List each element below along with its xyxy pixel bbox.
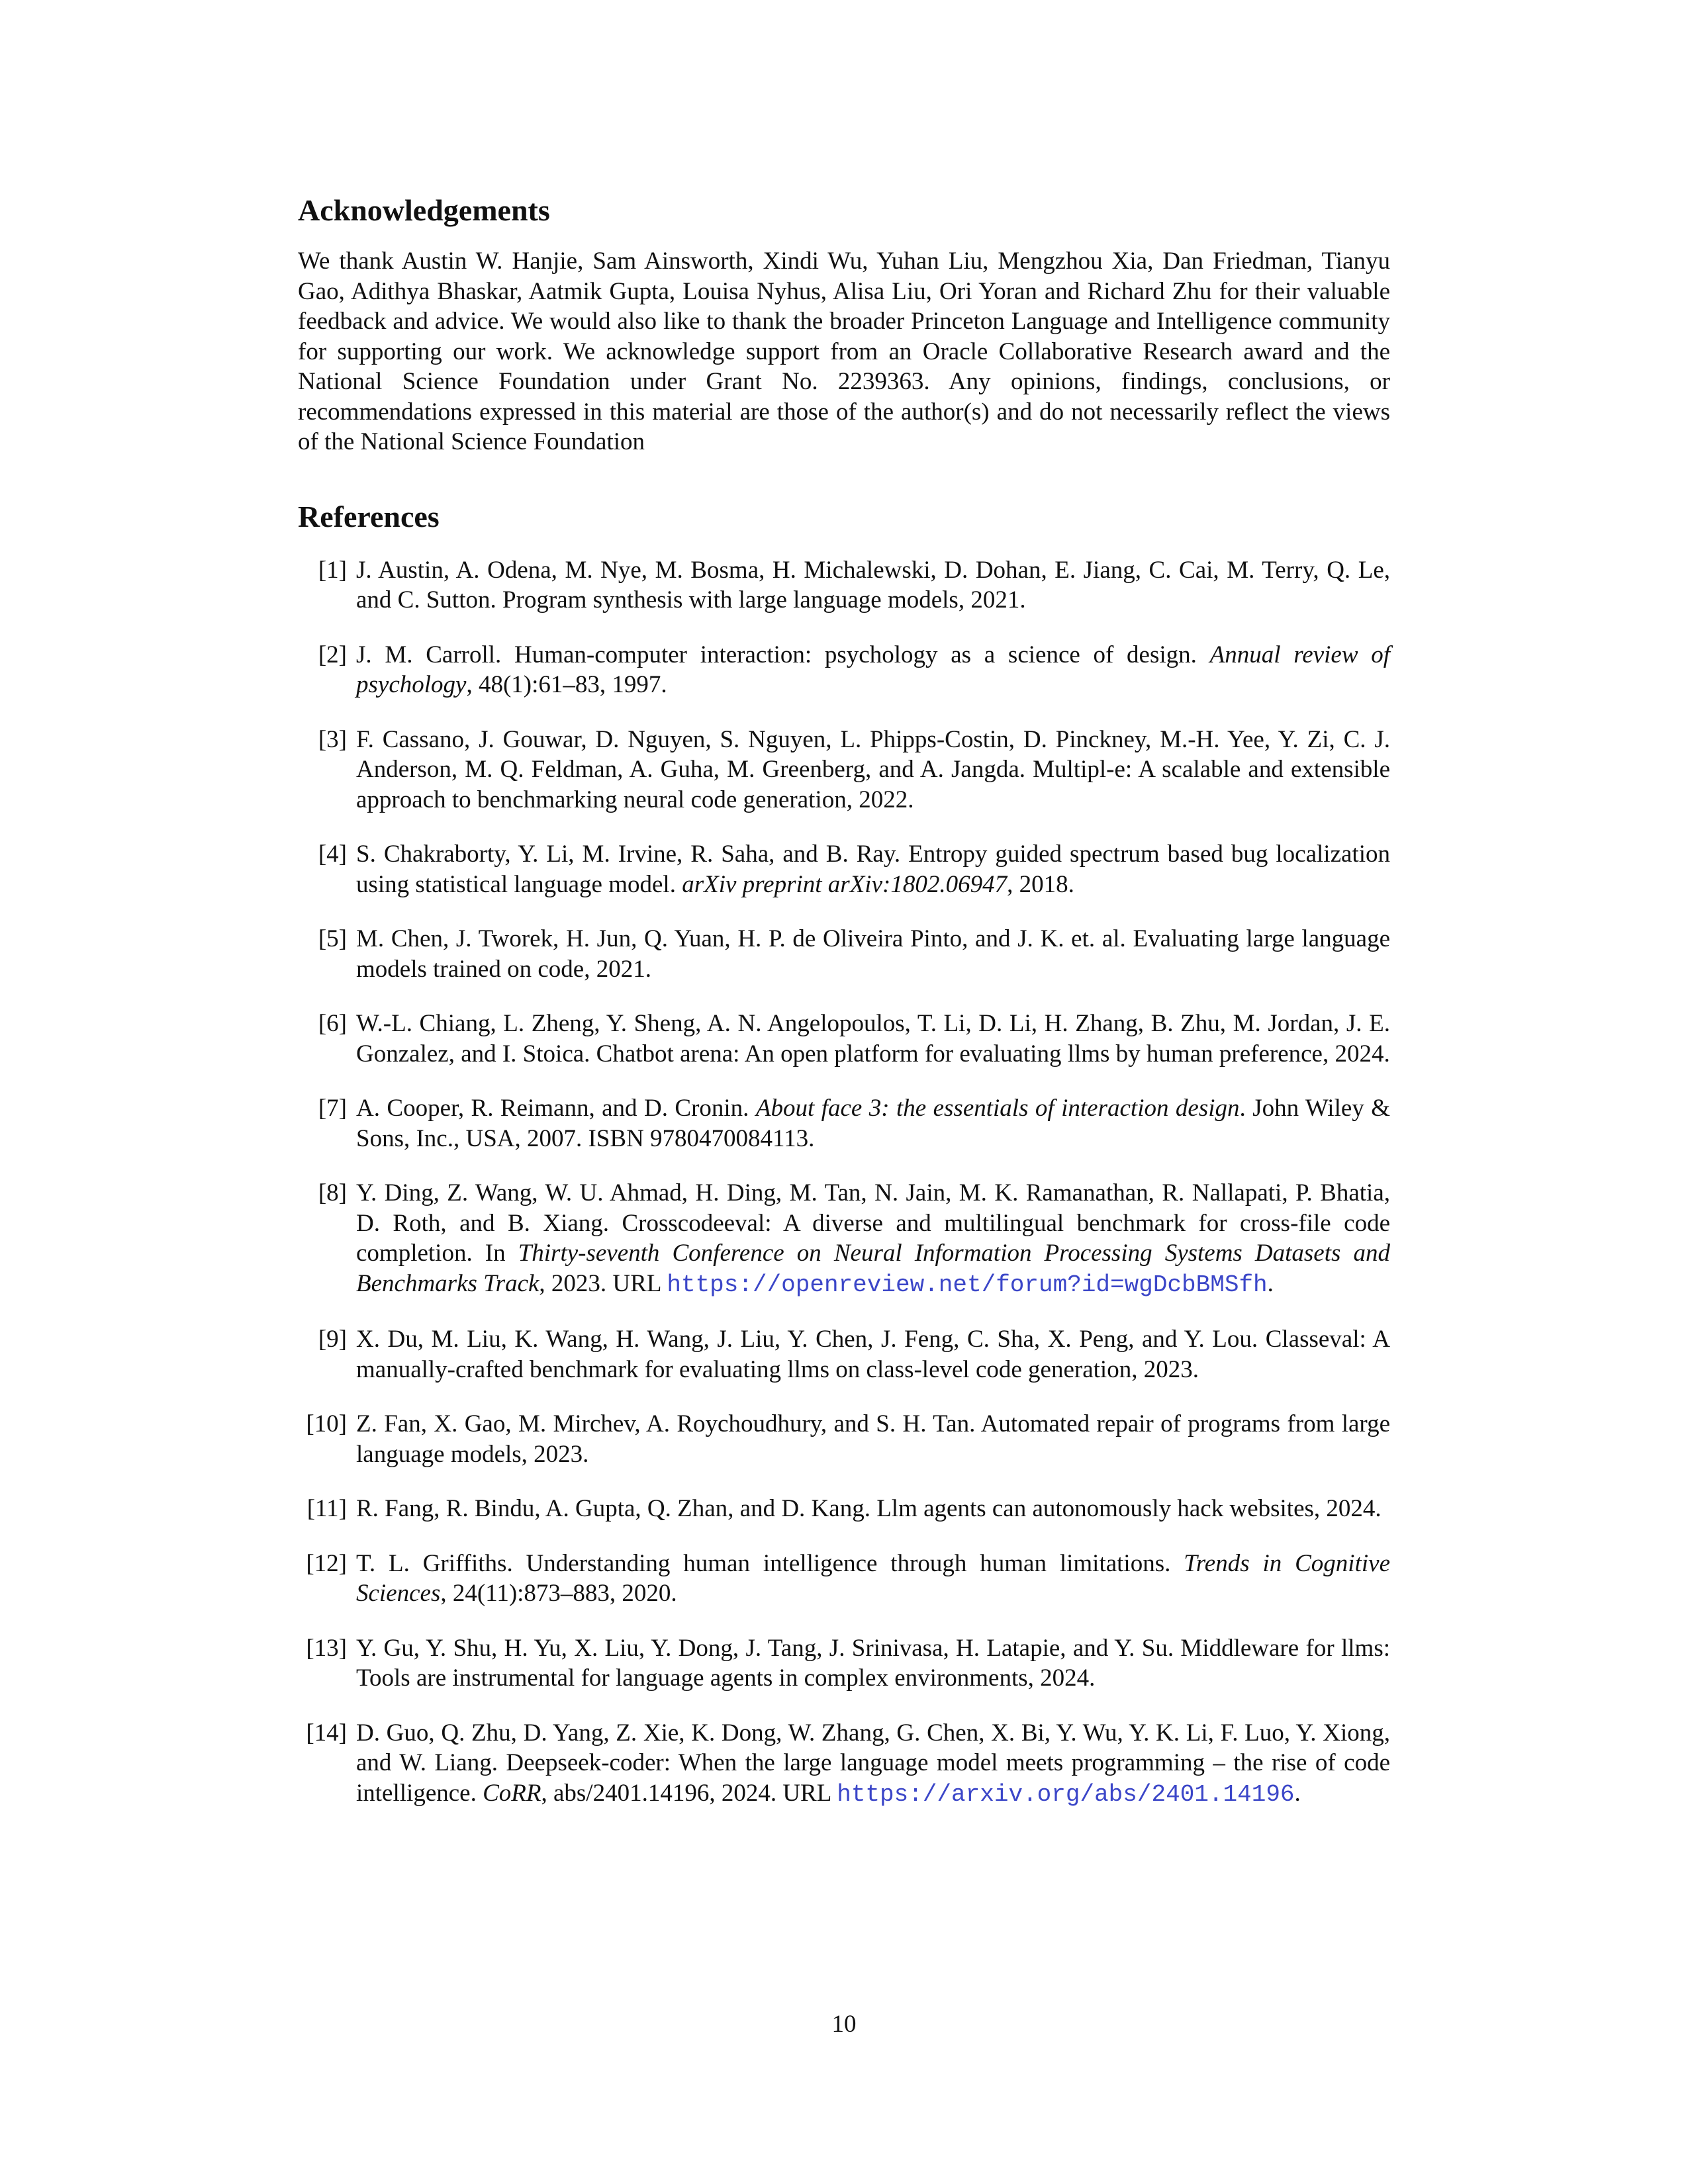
reference-5 [298,924,1390,984]
reference-11 [298,1494,1390,1524]
reference-2 [298,640,1390,700]
reference-text: T. L. Griffiths. Understanding human intelligence through human limitations. [356,1549,1184,1577]
reference-6 [298,1009,1390,1069]
reference-details: , 2023. URL [539,1269,667,1297]
reference-4 [298,839,1390,899]
reference-number: [4] [318,841,347,868]
reference-number: [3] [318,725,347,753]
reference-10 [298,1409,1390,1469]
reference-text: W.-L. Chiang, L. Zheng, Y. Sheng, A. N. Angelopoulos, T. Li, D. Li, H. Zhang, B. Zhu, M. Jordan, J. E. Gonzalez, and I. Stoica. Chatbot arena: An open platform for evaluating llms by human preference, 2024. [356,1010,1390,1068]
reference-14 [298,1718,1390,1810]
reference-number: [2] [318,641,347,668]
reference-9 [298,1324,1390,1385]
reference-details: , 24(11):873–883, 2020. [440,1580,677,1607]
reference-number: [5] [318,925,347,952]
reference-1 [298,555,1390,615]
reference-url-link[interactable]: https://arxiv.org/abs/2401.14196 [837,1780,1295,1808]
reference-venue: Thirty-seventh Conference on Neural Information Processing Systems Datasets and Benchmarks Track [356,1240,1390,1297]
reference-number: [6] [318,1010,347,1037]
reference-3 [298,725,1390,815]
reference-url-link[interactable]: https://openreview.net/forum?id=wgDcbBMSfh [667,1271,1268,1298]
reference-venue: Annual review of psychology [356,641,1390,698]
reference-venue: CoRR [483,1779,541,1807]
reference-details: . John Wiley & Sons, Inc., USA, 2007. ISBN 9780470084113. [356,1095,1391,1152]
reference-12 [298,1549,1390,1609]
reference-number: [9] [318,1326,347,1353]
reference-text: Y. Ding, Z. Wang, W. U. Ahmad, H. Ding, M. Tan, N. Jain, M. K. Ramanathan, R. Nallapati, P. Bhatia, D. Roth, and B. Xiang. Crosscodeeval: A diverse and multilingual benchmark for cross-file code completion. In [356,1179,1390,1267]
reference-text: D. Guo, Q. Zhu, D. Yang, Z. Xie, K. Dong, W. Zhang, G. Chen, X. Bi, Y. Wu, Y. K. Li, F. Luo, Y. Xiong, and W. Liang. Deepseek-coder: When the large language model meets programming – the rise of code intelligence. [356,1719,1390,1807]
reference-venue: About face 3: the essentials of interaction design [755,1095,1240,1122]
reference-number: [8] [318,1179,347,1206]
reference-list [298,555,1390,1810]
reference-number: [11] [306,1495,347,1522]
paper-page [298,192,1390,1834]
reference-venue: arXiv preprint arXiv:1802.06947 [682,870,1008,898]
reference-number: [12] [306,1549,347,1577]
reference-details: , 2018. [1007,870,1074,898]
acknowledgements-heading: Acknowledgements [298,193,550,227]
references-heading: References [298,499,440,533]
reference-13 [298,1633,1390,1694]
reference-number: [10] [306,1410,347,1437]
reference-tail: . [1267,1269,1274,1297]
reference-text: Z. Fan, X. Gao, M. Mirchev, A. Roychoudhury, and S. H. Tan. Automated repair of programs from large language models, 2023. [356,1410,1390,1468]
reference-text: X. Du, M. Liu, K. Wang, H. Wang, J. Liu, Y. Chen, J. Feng, C. Sha, X. Peng, and Y. Lou. Classeval: A manually-crafted benchmark for evaluating llms on class-level code generation, 2023. [356,1326,1390,1383]
reference-8 [298,1178,1390,1300]
reference-number: [14] [306,1719,347,1747]
reference-text: S. Chakraborty, Y. Li, M. Irvine, R. Saha, and B. Ray. Entropy guided spectrum based bug localization using statistical language model. [356,841,1390,898]
reference-text: J. Austin, A. Odena, M. Nye, M. Bosma, H. Michalewski, D. Dohan, E. Jiang, C. Cai, M. Terry, Q. Le, and C. Sutton. Program synthesis with large language models, 2021. [356,556,1390,614]
reference-text: A. Cooper, R. Reimann, and D. Cronin. [356,1095,756,1122]
reference-text: J. M. Carroll. Human-computer interaction: psychology as a science of design. [356,641,1210,668]
reference-text: F. Cassano, J. Gouwar, D. Nguyen, S. Nguyen, L. Phipps-Costin, D. Pinckney, M.-H. Yee, Y. Zi, C. J. Anderson, M. Q. Feldman, A. Guha, M. Greenberg, and A. Jangda. Multipl-e: A scalable and extensible approach to benchmarking neural code generation, 2022. [356,725,1390,813]
reference-7 [298,1093,1390,1154]
acknowledgements-body: We thank Austin W. Hanjie, Sam Ainsworth, Xindi Wu, Yuhan Liu, Mengzhou Xia, Dan Friedman, Tianyu Gao, Adithya Bhaskar, Aatmik Gupta, Louisa Nyhus, Alisa Liu, Ori Yoran and Richard Zhu for their valuable feedback and advice. We would also like to thank the broader Princeton Language and Intelligence community for supporting our work. We acknowledge support from an Oracle Collaborative Research award and the National Science Foundation under Grant No. 2239363. Any opinions, findings, conclusions, or recommendations expressed in this material are those of the author(s) and do not necessarily reflect the views of the National Science Foundation [298,248,1390,455]
reference-number: [1] [318,556,347,584]
reference-tail: . [1294,1779,1301,1807]
page-number: 10 [831,2011,857,2038]
reference-number: [13] [306,1634,347,1662]
reference-text: M. Chen, J. Tworek, H. Jun, Q. Yuan, H. P. de Oliveira Pinto, and J. K. et. al. Evaluating large language models trained on code, 2021. [356,925,1390,983]
reference-text: R. Fang, R. Bindu, A. Gupta, Q. Zhan, and D. Kang. Llm agents can autonomously hack websites, 2024. [356,1495,1382,1522]
reference-text: Y. Gu, Y. Shu, H. Yu, X. Liu, Y. Dong, J. Tang, J. Srinivasa, H. Latapie, and Y. Su. Middleware for llms: Tools are instrumental for language agents in complex environments, 2024. [356,1634,1390,1692]
reference-number: [7] [318,1095,347,1122]
reference-details: , 48(1):61–83, 1997. [466,671,667,698]
reference-details: , abs/2401.14196, 2024. URL [541,1779,837,1807]
reference-venue: Trends in Cognitive Sciences [356,1549,1390,1607]
